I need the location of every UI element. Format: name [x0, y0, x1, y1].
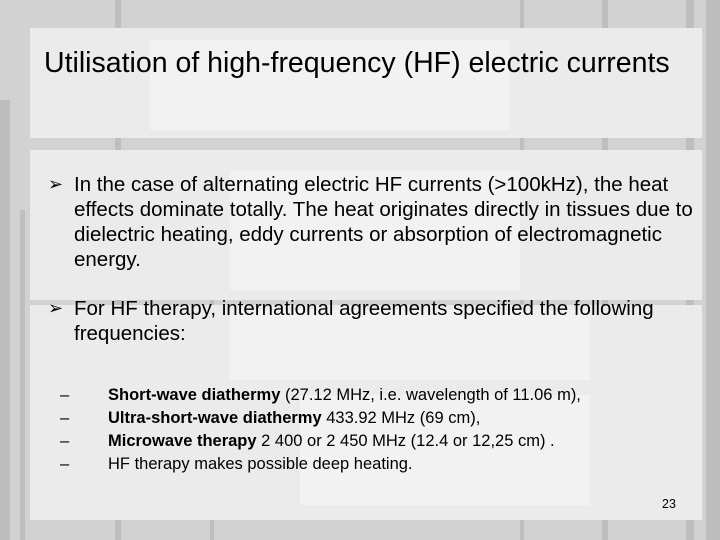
page-number: 23 — [662, 497, 676, 511]
bullet-list — [48, 172, 698, 346]
dash-bullet-icon: – — [60, 386, 70, 404]
slide-title: Utilisation of high-frequency (HF) electric currents — [44, 47, 670, 79]
frequency-item — [60, 453, 710, 476]
frequency-term: Ultra-short-wave diathermy — [108, 409, 322, 427]
frequency-detail: 2 400 or 2 450 MHz (12.4 or 12,25 cm) . — [256, 432, 555, 450]
frequency-term: Microwave therapy — [108, 432, 257, 450]
arrow-bullet-icon: ➢ — [48, 298, 64, 318]
dash-bullet-icon: – — [60, 409, 70, 427]
frequency-list — [60, 384, 710, 476]
frequency-item — [60, 407, 710, 430]
bullet-text: For HF therapy, international agreements specified the following frequencies: — [74, 297, 654, 345]
dash-bullet-icon: – — [60, 432, 70, 450]
frequency-item — [60, 384, 710, 407]
frequency-detail: 433.92 MHz (69 cm), — [321, 409, 481, 427]
frequency-detail: (27.12 MHz, i.e. wavelength of 11.06 m), — [280, 386, 581, 404]
arrow-bullet-icon: ➢ — [48, 174, 64, 194]
frequency-term: Short-wave diathermy — [108, 386, 281, 404]
dash-bullet-icon: – — [60, 455, 70, 473]
bullet-text: In the case of alternating electric HF currents (>100kHz), the heat effects dominate totally. The heat originates directly in tissues due to dielectric heating, eddy currents or absorption of electromagnetic energy. — [74, 173, 693, 271]
frequency-item — [60, 430, 710, 453]
frequency-detail: HF therapy makes possible deep heating. — [108, 455, 413, 473]
bullet-item — [48, 172, 698, 272]
bullet-item — [48, 296, 698, 346]
